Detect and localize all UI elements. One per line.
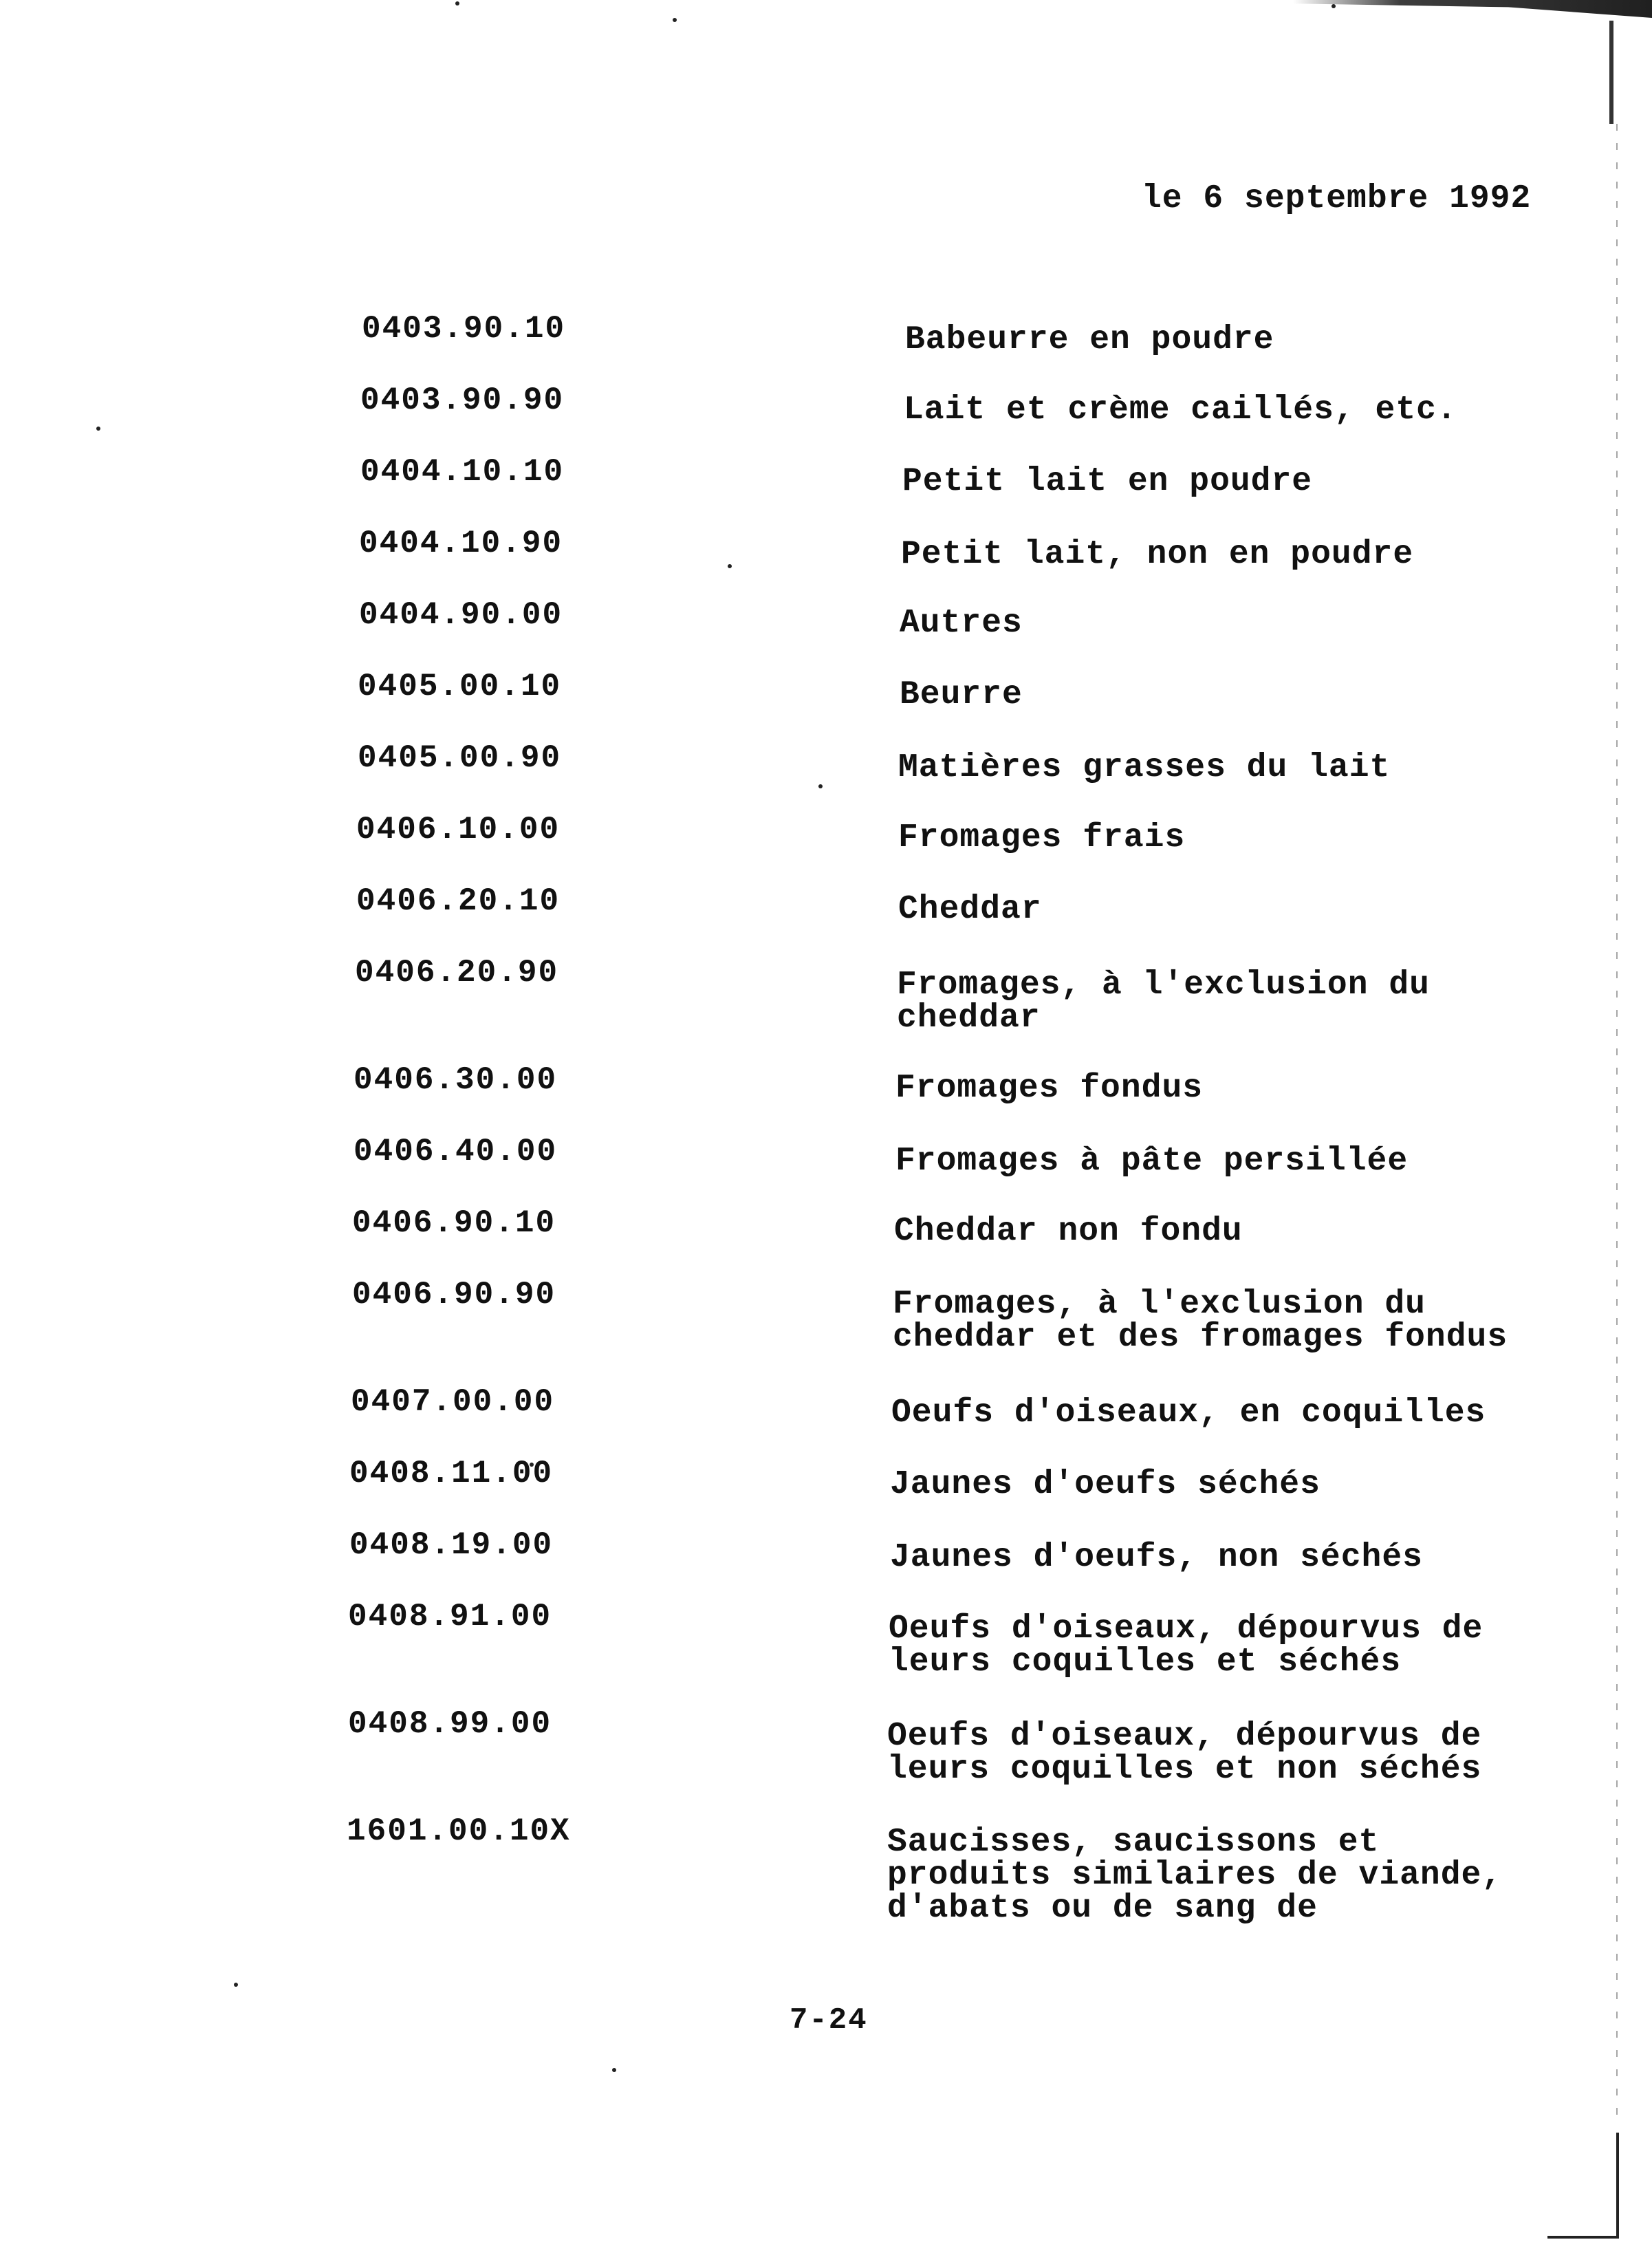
- scan-speck: [673, 18, 677, 22]
- tariff-code: 0404.90.00: [359, 597, 563, 633]
- scan-streak: [1293, 0, 1652, 18]
- scan-speck: [612, 2068, 616, 2072]
- tariff-code: 0406.10.00: [356, 812, 561, 848]
- tariff-description: Petit lait, non en poudre: [901, 536, 1414, 573]
- tariff-code: 0403.90.10: [362, 311, 566, 347]
- tariff-description: Saucisses, saucissons et produits similaires de viande, d'abats ou de sang de: [887, 1824, 1503, 1927]
- tariff-description: Autres: [900, 605, 1023, 642]
- scan-edge-line: [1616, 124, 1618, 2119]
- scan-speck: [234, 1983, 238, 1987]
- tariff-code: 0408.19.00: [349, 1527, 554, 1563]
- tariff-description: Matières grasses du lait: [898, 749, 1391, 786]
- scan-speck: [818, 784, 823, 788]
- tariff-description: Beurre: [900, 676, 1023, 713]
- tariff-code: 0406.20.90: [355, 955, 559, 991]
- tariff-code: 0406.90.90: [352, 1277, 556, 1313]
- tariff-description: Jaunes d'oeufs séchés: [890, 1466, 1320, 1503]
- scan-speck: [455, 1, 459, 6]
- tariff-code: 0408.11.00: [349, 1456, 554, 1491]
- tariff-description: Lait et crème caillés, etc.: [904, 391, 1457, 429]
- scan-corner-mark: [1547, 2133, 1619, 2239]
- tariff-description: Fromages frais: [898, 819, 1186, 856]
- tariff-code: 0403.90.90: [360, 382, 565, 418]
- tariff-code: 0408.99.00: [348, 1706, 552, 1742]
- scan-speck: [728, 564, 732, 568]
- scan-speck: [96, 427, 100, 431]
- page-number: 7-24: [790, 2003, 868, 2038]
- tariff-code: 0404.10.90: [359, 526, 563, 561]
- tariff-description: Jaunes d'oeufs, non séchés: [890, 1539, 1423, 1576]
- tariff-code: 1601.00.10X: [347, 1813, 571, 1849]
- tariff-code: 0407.00.00: [351, 1384, 555, 1420]
- tariff-description: Babeurre en poudre: [905, 321, 1274, 358]
- tariff-description: Fromages, à l'exclusion du cheddar et des fromages fondus: [893, 1286, 1508, 1356]
- tariff-description: Cheddar non fondu: [894, 1213, 1243, 1250]
- tariff-description: Oeufs d'oiseaux, dépourvus de leurs coquilles et séchés: [889, 1610, 1483, 1681]
- tariff-description: Fromages fondus: [895, 1070, 1204, 1107]
- tariff-code: 0406.40.00: [354, 1134, 558, 1169]
- tariff-code: 0406.30.00: [354, 1062, 558, 1098]
- scan-speck: [1332, 4, 1336, 8]
- document-date: le 6 septembre 1992: [1142, 180, 1532, 217]
- tariff-description: Oeufs d'oiseaux, dépourvus de leurs coquilles et non séchés: [887, 1718, 1482, 1788]
- tariff-description: Fromages à pâte persillée: [895, 1143, 1409, 1180]
- tariff-code: 0404.10.10: [360, 454, 565, 490]
- tariff-description: Petit lait en poudre: [902, 463, 1313, 500]
- tariff-description: Fromages, à l'exclusion du cheddar: [897, 967, 1430, 1037]
- tariff-description: Oeufs d'oiseaux, en coquilles: [891, 1394, 1486, 1432]
- tariff-code: 0405.00.90: [358, 740, 562, 776]
- tariff-description: Cheddar: [898, 891, 1042, 928]
- tariff-code: 0406.90.10: [352, 1205, 556, 1241]
- tariff-code: 0405.00.10: [358, 669, 562, 704]
- tariff-code: 0408.91.00: [348, 1599, 552, 1635]
- tariff-code: 0406.20.10: [356, 883, 561, 919]
- scan-edge-mark: [1609, 21, 1613, 124]
